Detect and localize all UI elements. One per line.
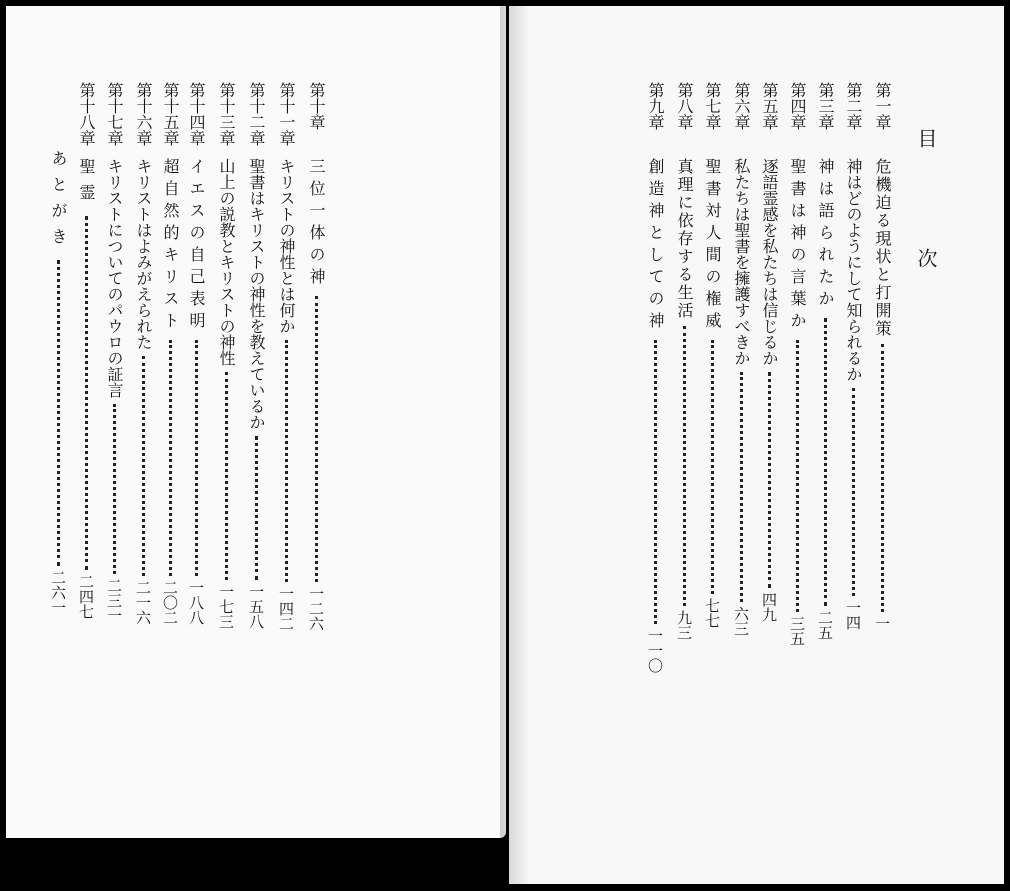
chapter-title: 超自然的キリスト — [161, 158, 180, 334]
page-number: 一 — [873, 616, 891, 631]
dot-leader — [315, 296, 318, 582]
chapter-number: 第九章 — [646, 82, 665, 130]
dot-leader — [285, 340, 288, 582]
dot-leader — [225, 372, 228, 580]
chapter-title: 私たちは聖書を擁護すべきか — [732, 158, 751, 366]
chapter-number: 第五章 — [760, 82, 779, 130]
chapter-title: イエスの自己表明 — [187, 158, 206, 334]
page-number: 二四七 — [77, 574, 95, 619]
chapter-title: 真理に依存する生活 — [675, 158, 694, 320]
dot-leader — [824, 318, 827, 606]
chapter-number: 第二章 — [844, 82, 863, 130]
chapter-number: 第十四章 — [187, 82, 206, 146]
dot-leader — [195, 340, 198, 576]
chapter-title: 三位一体の神 — [307, 158, 326, 290]
chapter-title: 神はどのようにして知られるか — [844, 158, 863, 382]
dot-leader — [85, 216, 88, 570]
chapter-title: 聖書は神の言葉か — [788, 158, 807, 334]
chapter-title: 創造神としての神 — [646, 158, 665, 334]
chapter-number: 第六章 — [732, 82, 751, 130]
chapter-number: 第十七章 — [105, 82, 124, 146]
page-number: 一五八 — [247, 584, 265, 629]
page-number: 三五 — [788, 616, 806, 646]
chapter-number: 第十六章 — [134, 82, 153, 146]
chapter-number: 第八章 — [675, 82, 694, 130]
dot-leader — [142, 356, 145, 576]
page-number: 七七 — [703, 598, 721, 628]
dot-leader — [768, 372, 771, 588]
chapter-number: 第三章 — [816, 82, 835, 130]
page-number: 二一六 — [134, 580, 152, 625]
toc-heading: 目 次 — [914, 128, 938, 308]
chapter-title: 山上の説教とキリストの神性 — [217, 158, 236, 366]
chapter-title: 聖霊 — [77, 158, 96, 210]
chapter-number: 第七章 — [703, 82, 722, 130]
page-number: 一四二 — [277, 586, 295, 631]
chapter-number: 第一章 — [873, 82, 892, 130]
chapter-title: 危機迫る現状と打開策 — [873, 158, 892, 338]
page-number: 四九 — [760, 592, 778, 622]
page-number: 一七三 — [217, 584, 235, 629]
dot-leader — [169, 340, 172, 576]
chapter-title: キリストの神性とは何か — [277, 158, 296, 334]
chapter-number: 第十八章 — [77, 82, 96, 146]
dot-leader — [852, 388, 855, 596]
dot-leader — [654, 340, 657, 624]
chapter-number: 第十二章 — [247, 82, 266, 146]
dot-leader — [255, 436, 258, 580]
page-number: 二五 — [816, 610, 834, 640]
page-number: 一四 — [844, 600, 862, 630]
dot-leader — [711, 340, 714, 594]
chapter-title: キリストについてのパウロの証言 — [105, 158, 124, 398]
chapter-number: 第四章 — [788, 82, 807, 130]
dot-leader — [796, 340, 799, 612]
chapter-title: 聖書対人間の権威 — [703, 158, 722, 334]
chapter-number: 第十五章 — [161, 82, 180, 146]
chapter-title: 聖書はキリストの神性を教えているか — [247, 158, 266, 430]
page-number: 二〇二 — [161, 580, 179, 625]
chapter-title: 神は語られたか — [816, 158, 835, 312]
chapter-title: 逐語霊感を私たちは信じるか — [760, 158, 779, 366]
page-number: 一八八 — [187, 580, 205, 625]
chapter-title: あとがき — [49, 150, 68, 254]
dot-leader — [881, 344, 884, 612]
dot-leader — [57, 260, 60, 566]
gutter-shadow — [500, 6, 530, 884]
dot-leader — [113, 404, 116, 574]
chapter-number: 第十三章 — [217, 82, 236, 146]
page-number: 六三 — [732, 606, 750, 636]
dot-leader — [740, 372, 743, 602]
chapter-number: 第十一章 — [277, 82, 296, 146]
page-number: 九三 — [675, 610, 693, 640]
page-number: 二六一 — [49, 570, 67, 615]
chapter-title: キリストはよみがえられた — [134, 158, 153, 350]
page-number: 一二六 — [307, 586, 325, 631]
chapter-number: 第十章 — [307, 82, 326, 130]
page-number: 二三一 — [105, 578, 123, 623]
page-number: 一一〇 — [646, 628, 664, 673]
dot-leader — [683, 326, 686, 606]
